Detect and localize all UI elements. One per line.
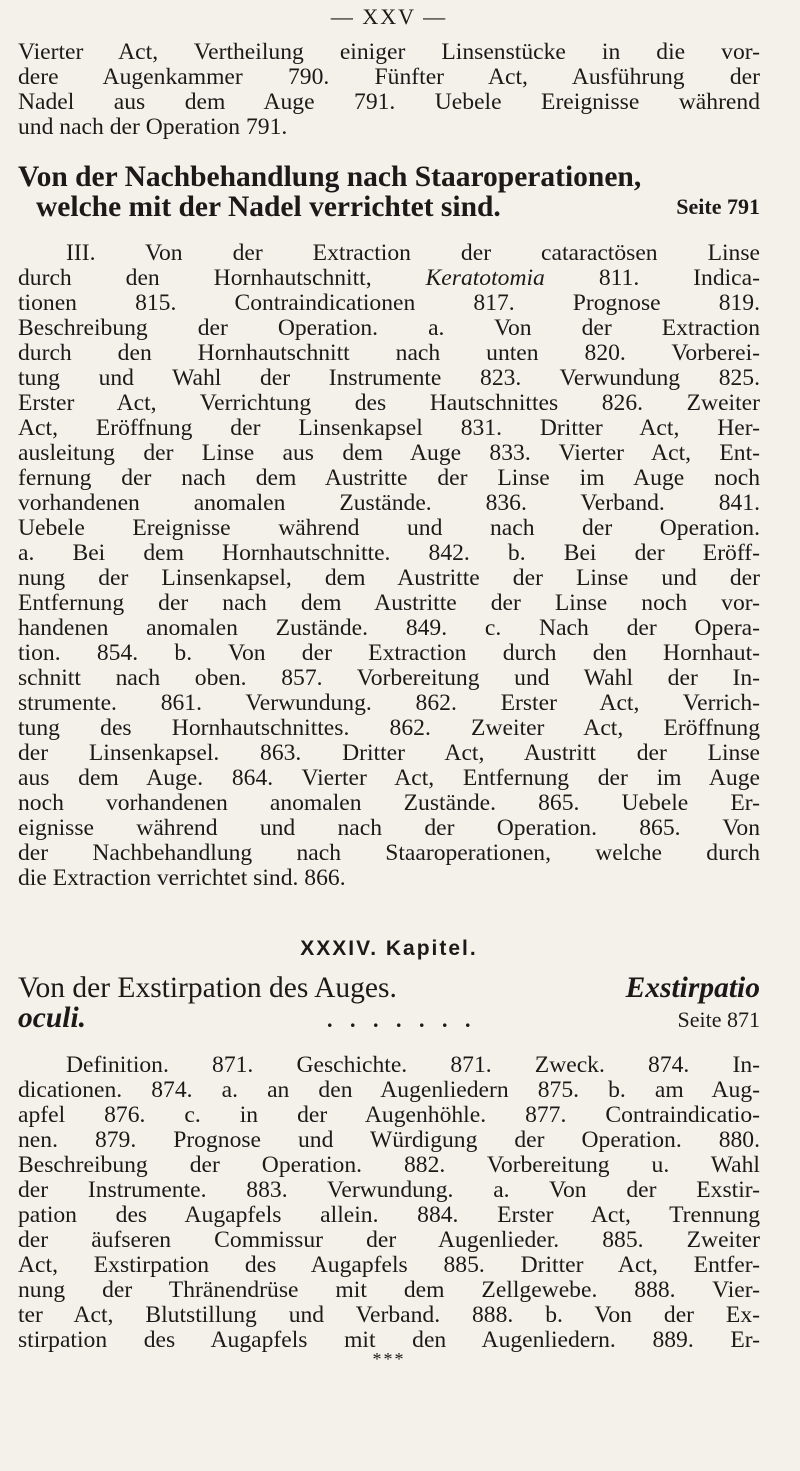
text-line: der Linsenkapsel. 863. Dritter Act, Austritt der Linse: [18, 740, 760, 766]
text-line: stirpation des Augapfels mit den Augenliedern. 889. Er-: [18, 1327, 760, 1353]
toc-entry-block-1: [18, 40, 760, 140]
text-line: pation des Augapfels allein. 884. Erster Act, Trennung: [18, 1202, 760, 1228]
text-line: vorhandenen anomalen Zustände. 836. Verband. 841.: [18, 490, 760, 516]
text-line: nung der Linsenkapsel, dem Austritte der Linse und der: [18, 565, 760, 591]
text-line: handenen anomalen Zustände. 849. c. Nach der Opera-: [18, 615, 760, 641]
text-line: tionen 815. Contraindicationen 817. Prognose 819.: [18, 290, 760, 316]
text-line: Act, Exstirpation des Augapfels 885. Dritter Act, Entfer-: [18, 1252, 760, 1278]
text-line: der äufseren Commissur der Augenlieder. 885. Zweiter: [18, 1227, 760, 1253]
text-line: Entfernung der nach dem Austritte der Linse noch vor-: [18, 590, 760, 616]
text-line: dere Augenkammer 790. Fünfter Act, Ausführung der: [18, 64, 760, 90]
toc-entry-block-3: [18, 1053, 760, 1353]
text-line: aus dem Auge. 864. Vierter Act, Entfernung der im Auge: [18, 765, 760, 791]
text-line: die Extraction verrichtet sind. 866.: [18, 865, 346, 891]
text-line: tung des Hornhautschnittes. 862. Zweiter Act, Eröffnung: [18, 715, 760, 741]
text-line: ter Act, Blutstillung und Verband. 888. b. Von der Ex-: [18, 1302, 760, 1328]
text-line: fernung der nach dem Austritte der Linse im Auge noch: [18, 465, 760, 491]
page-header: [18, 0, 760, 40]
text-line: Uebele Ereignisse während und nach der Operation.: [18, 515, 760, 541]
text-line: eignisse während und nach der Operation. 865. Von: [18, 815, 760, 841]
text-line: nen. 879. Prognose und Würdigung der Operation. 880.: [18, 1127, 760, 1153]
text-line: ausleitung der Linse aus dem Auge 833. Vierter Act, Ent-: [18, 440, 760, 466]
section-heading-nachbehandlung: [18, 162, 760, 222]
page-reference: Seite 791: [676, 194, 760, 219]
text-line: Vierter Act, Vertheilung einiger Linsenstücke in die vor-: [18, 39, 760, 65]
text-line: strumente. 861. Verwundung. 862. Erster Act, Verrich-: [18, 690, 760, 716]
text-line: tion. 854. b. Von der Extraction durch den Hornhaut-: [18, 640, 760, 666]
text-line: noch vorhandenen anomalen Zustände. 865. Uebele Er-: [18, 790, 760, 816]
chapter-label: XXXIV. Kapitel.: [300, 937, 478, 960]
term-keratotomia: Keratotomia: [425, 265, 545, 291]
text-line: Nadel aus dem Auge 791. Uebele Ereignisse während: [18, 89, 760, 115]
latin-title: Exstirpatio: [625, 972, 760, 1004]
latin-title-cont: oculi.: [18, 1002, 87, 1034]
text-line: Erster Act, Verrichtung des Hautschnittes 826. Zweiter: [18, 390, 760, 416]
text-line: nung der Thränendrüse mit dem Zellgewebe. 888. Vier-: [18, 1277, 760, 1303]
page-reference: Seite 871: [677, 1007, 760, 1032]
toc-entry-block-2: [18, 241, 760, 891]
text-line: und nach der Operation 791.: [18, 114, 288, 140]
text-line: durch den Hornhautschnitt nach unten 820. Vorberei-: [18, 340, 760, 366]
heading-line: Von der Exstirpation des Auges.: [18, 972, 397, 1004]
text-line: der Instrumente. 883. Verwundung. a. Von der Exstir-: [18, 1177, 760, 1203]
text-line: dicationen. 874. a. an den Augenliedern 875. b. am Aug-: [18, 1077, 760, 1103]
text-line: apfel 876. c. in der Augenhöhle. 877. Contraindicatio-: [18, 1102, 760, 1128]
leader-dots: . . . . . . .: [327, 1007, 477, 1032]
text-line: a. Bei dem Hornhautschnitte. 842. b. Bei der Eröff-: [18, 540, 760, 566]
text-line: III. Von der Extraction der cataractösen Linse: [66, 240, 760, 266]
text-line: Beschreibung der Operation. 882. Vorbereitung u. Wahl: [18, 1152, 760, 1178]
text-line: Definition. 871. Geschichte. 871. Zweck. 874. In-: [66, 1052, 760, 1078]
text-line: schnitt nach oben. 857. Vorbereitung und Wahl der In-: [18, 665, 760, 691]
section-heading-exstirpation: [18, 973, 760, 1035]
text-line: Beschreibung der Operation. a. Von der Extraction: [18, 315, 760, 341]
heading-line: welche mit der Nadel verrichtet sind.: [36, 191, 501, 223]
text-line: Act, Eröffnung der Linsenkapsel 831. Dritter Act, Her-: [18, 415, 760, 441]
page-number: — XXV —: [330, 4, 448, 29]
signature-mark: ***: [372, 1349, 406, 1369]
heading-line: Von der Nachbehandlung nach Staaroperationen,: [18, 161, 642, 193]
text-line: durch den Hornhautschnitt, Keratotomia 811. Indica-: [18, 265, 760, 291]
text-line: tung und Wahl der Instrumente 823. Verwundung 825.: [18, 365, 760, 391]
text-line: der Nachbehandlung nach Staaroperationen, welche durch: [18, 840, 760, 866]
